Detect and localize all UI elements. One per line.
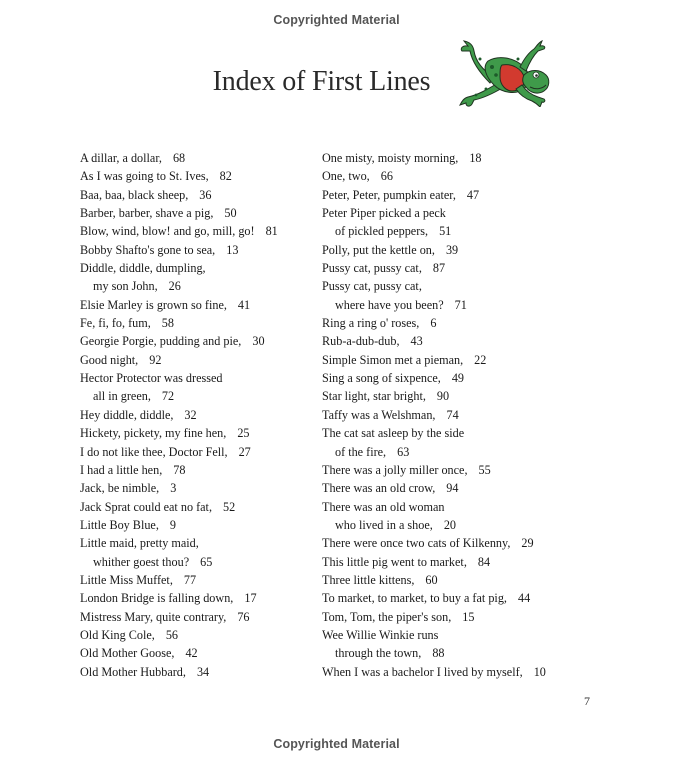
index-entry [322,589,582,607]
entry-text: Little maid, pretty maid, [80,536,199,551]
index-entry [80,571,320,589]
entry-page-number: 36 [199,187,212,202]
index-entry [322,259,582,277]
entry-text: who lived in a shoe, [335,517,433,532]
entry-page-number: 82 [219,169,232,184]
entry-continuation-line [322,222,582,240]
entry-page-number: 3 [170,481,177,496]
entry-page-number: 90 [436,389,450,404]
entry-page-number: 30 [252,334,265,349]
index-entry [322,553,582,571]
entry-text: where have you been? [335,297,444,312]
entry-page-number: 56 [165,627,179,642]
index-entry [322,332,582,350]
entry-page-number: 49 [451,371,464,386]
entry-text: Diddle, diddle, dumpling, [80,261,206,276]
index-entry [80,369,320,406]
entry-text: As I was going to St. Ives, [80,169,209,184]
entry-text: Simple Simon met a pieman, [322,352,464,367]
index-entry [80,351,320,369]
entry-page-number: 74 [446,407,459,422]
entry-continuation-line [322,516,582,534]
entry-first-line [80,314,320,332]
entry-page-number: 68 [172,151,186,165]
entry-text: London Bridge is falling down, [80,591,234,606]
index-entry [322,571,582,589]
entry-text: Mistress Mary, quite contrary, [80,609,227,624]
index-entry [80,479,320,497]
index-entry [80,332,320,350]
entry-first-line [80,644,320,662]
entry-first-line [80,424,320,442]
index-entry [322,241,582,259]
index-entry [322,277,582,314]
entry-first-line [80,369,320,387]
entry-first-line [80,167,320,185]
index-entry [80,534,320,571]
entry-text: Little Boy Blue, [80,517,159,532]
entry-text: A dillar, a dollar, [80,151,162,165]
entry-text: Old King Cole, [80,627,155,642]
entry-text: Wee Willie Winkie runs [322,627,439,642]
entry-first-line [322,498,582,516]
entry-page-number: 25 [237,426,250,441]
entry-text: Taffy was a Welshman, [322,407,436,422]
entry-text: Peter, Peter, pumpkin eater, [322,187,456,202]
entry-text: There was an old woman [322,499,445,514]
entry-text: I do not like thee, Doctor Fell, [80,444,228,459]
entry-text: Peter Piper picked a peck [322,206,446,221]
index-entry [322,498,582,535]
entry-text: Polly, put the kettle on, [322,242,435,257]
index-entry [322,424,582,461]
entry-page-number: 34 [196,664,210,679]
entry-text: Three little kittens, [322,572,415,587]
entry-text: all in green, [93,389,151,404]
index-entry [322,406,582,424]
index-entry [322,369,582,387]
entry-first-line [80,626,320,644]
entry-page-number: 88 [432,646,445,661]
entry-text: One misty, moisty morning, [322,151,459,165]
entry-first-line [80,186,320,204]
entry-first-line [80,534,320,552]
entry-first-line [80,296,320,314]
entry-text: Georgie Porgie, pudding and pie, [80,334,242,349]
index-entry [322,479,582,497]
entry-first-line [80,204,320,222]
entry-page-number: 55 [478,462,491,477]
entry-first-line [322,369,582,387]
index-entry [322,387,582,405]
entry-text: Ring a ring o' roses, [322,316,420,331]
entry-page-number: 43 [410,334,423,349]
entry-page-number: 27 [238,444,251,459]
entry-page-number: 77 [183,572,197,587]
entry-continuation-line [322,443,582,461]
entry-first-line [322,332,582,350]
index-entry [80,241,320,259]
entry-text: There was an old crow, [322,481,436,496]
entry-text: Bobby Shafto's gone to sea, [80,242,216,257]
entry-first-line [322,241,582,259]
entry-text: Good night, [80,352,139,367]
entry-first-line [322,553,582,571]
entry-first-line [322,626,582,644]
entry-page-number: 20 [443,517,457,532]
entry-continuation-line [80,553,320,571]
entry-first-line [322,663,582,681]
index-entry [80,296,320,314]
entry-page-number: 51 [439,224,452,239]
index-entry [80,589,320,607]
entry-text: of pickled peppers, [335,224,429,239]
entry-page-number: 84 [477,554,491,569]
entry-text: There was a jolly miller once, [322,462,468,477]
entry-page-number: 65 [200,554,213,569]
page-number: 7 [584,694,590,708]
index-entry [80,314,320,332]
index-entry [80,644,320,662]
entry-text: Hey diddle, diddle, [80,407,174,422]
copyright-watermark-top: Copyrighted Material [273,13,400,27]
entry-text: Pussy cat, pussy cat, [322,261,422,276]
index-entry [80,186,320,204]
index-entry [80,167,320,185]
entry-page-number: 6 [430,316,437,331]
index-entry [322,351,582,369]
index-entry [80,424,320,442]
index-entry [80,443,320,461]
entry-first-line [80,259,320,277]
index-entry [80,406,320,424]
index-entry [322,204,582,241]
entry-first-line [80,589,320,607]
index-entry [80,498,320,516]
entry-text: To market, to market, to buy a fat pig, [322,591,507,606]
entry-first-line [322,571,582,589]
entry-text: my son John, [93,279,158,294]
entry-first-line [80,332,320,350]
entry-first-line [80,608,320,626]
entry-page-number: 63 [397,444,410,459]
entry-first-line [322,314,582,332]
entry-first-line [80,222,320,240]
entry-text: One, two, [322,169,370,184]
entry-page-number: 78 [173,462,186,477]
entry-text: Pussy cat, pussy cat, [322,279,422,294]
entry-text: Fe, fi, fo, fum, [80,316,151,331]
entry-page-number: 47 [466,187,480,202]
entry-continuation-line [80,277,320,295]
entry-page-number: 29 [521,536,534,551]
index-entry [80,461,320,479]
entry-text: Hickety, pickety, my fine hen, [80,426,227,441]
index-entry [80,663,320,681]
entry-page-number: 76 [237,609,250,624]
entry-page-number: 9 [169,517,176,532]
entry-page-number: 60 [425,572,438,587]
entry-page-number: 18 [469,151,482,165]
entry-first-line [80,479,320,497]
entry-page-number: 22 [474,352,487,367]
entry-first-line [80,498,320,516]
entry-text: Blow, wind, blow! and go, mill, go! [80,224,255,239]
index-entry [80,204,320,222]
entry-first-line [322,204,582,222]
entry-text: Barber, barber, shave a pig, [80,206,214,221]
index-entry [322,608,582,626]
entry-first-line [80,406,320,424]
entry-page-number: 87 [432,261,446,276]
index-entry [322,149,582,167]
entry-text: Jack Sprat could eat no fat, [80,499,212,514]
entry-text: Little Miss Muffet, [80,572,173,587]
entry-page-number: 15 [462,609,475,624]
entry-continuation-line [322,644,582,662]
entry-text: of the fire, [335,444,387,459]
entry-first-line [80,571,320,589]
entry-text: Baa, baa, black sheep, [80,187,189,202]
entry-first-line [322,259,582,277]
index-entry [322,663,582,681]
entry-text: Elsie Marley is grown so fine, [80,297,227,312]
entry-page-number: 94 [446,481,459,496]
index-entry [322,626,582,663]
entry-text: Tom, Tom, the piper's son, [322,609,452,624]
page-title: Index of First Lines [212,66,431,97]
entry-text: When I was a bachelor I lived by myself, [322,664,523,679]
entry-page-number: 71 [454,297,467,312]
entry-first-line [322,167,582,185]
entry-first-line [80,351,320,369]
entry-first-line [80,461,320,479]
entry-page-number: 66 [380,169,393,184]
entry-text: There were once two cats of Kilkenny, [322,536,511,551]
entry-page-number: 17 [244,591,257,606]
entry-first-line [80,149,320,167]
index-column-left [80,149,320,681]
entry-text: Jack, be nimble, [80,481,160,496]
entry-first-line [322,589,582,607]
index-entry [322,314,582,332]
entry-first-line [322,277,582,295]
index-entry [80,626,320,644]
entry-first-line [80,516,320,534]
index-entry [80,608,320,626]
entry-page-number: 13 [226,242,239,257]
entry-page-number: 26 [168,279,181,294]
entry-first-line [322,461,582,479]
entry-page-number: 39 [445,242,459,257]
entry-text: This little pig went to market, [322,554,467,569]
entry-text: Sing a song of sixpence, [322,371,441,386]
frog-icon [458,37,554,107]
entry-first-line [322,424,582,442]
entry-text: Hector Protector was dressed [80,371,223,386]
entry-first-line [322,351,582,369]
index-entry [322,186,582,204]
entry-page-number: 50 [224,206,237,221]
entry-page-number: 10 [533,664,546,679]
index-entry [322,461,582,479]
entry-page-number: 92 [149,352,162,367]
entry-first-line [322,406,582,424]
index-entry [322,534,582,552]
entry-first-line [322,149,582,167]
entry-page-number: 32 [184,407,197,422]
index-entry [80,222,320,240]
entry-continuation-line [322,296,582,314]
entry-page-number: 44 [517,591,531,606]
index-column-right [322,149,582,681]
entry-page-number: 52 [223,499,236,514]
copyright-watermark-bottom: Copyrighted Material [273,737,400,751]
entry-page-number: 81 [265,224,278,239]
entry-first-line [80,443,320,461]
entry-text: I had a little hen, [80,462,163,477]
entry-first-line [322,534,582,552]
index-entry [322,167,582,185]
index-entry [80,149,320,167]
entry-text: Old Mother Goose, [80,646,175,661]
entry-text: The cat sat asleep by the side [322,426,465,441]
entry-first-line [322,479,582,497]
entry-text: whither goest thou? [93,554,190,569]
entry-first-line [322,608,582,626]
entry-first-line [80,663,320,681]
entry-page-number: 72 [161,389,175,404]
entry-page-number: 41 [237,297,251,312]
entry-text: Rub-a-dub-dub, [322,334,400,349]
entry-continuation-line [80,387,320,405]
entry-text: Star light, star bright, [322,389,426,404]
index-entry [80,259,320,296]
index-entry [80,516,320,534]
entry-first-line [80,241,320,259]
entry-first-line [322,387,582,405]
entry-first-line [322,186,582,204]
entry-text: Old Mother Hubbard, [80,664,186,679]
entry-page-number: 58 [161,316,174,331]
entry-page-number: 42 [185,646,198,661]
entry-text: through the town, [335,646,422,661]
